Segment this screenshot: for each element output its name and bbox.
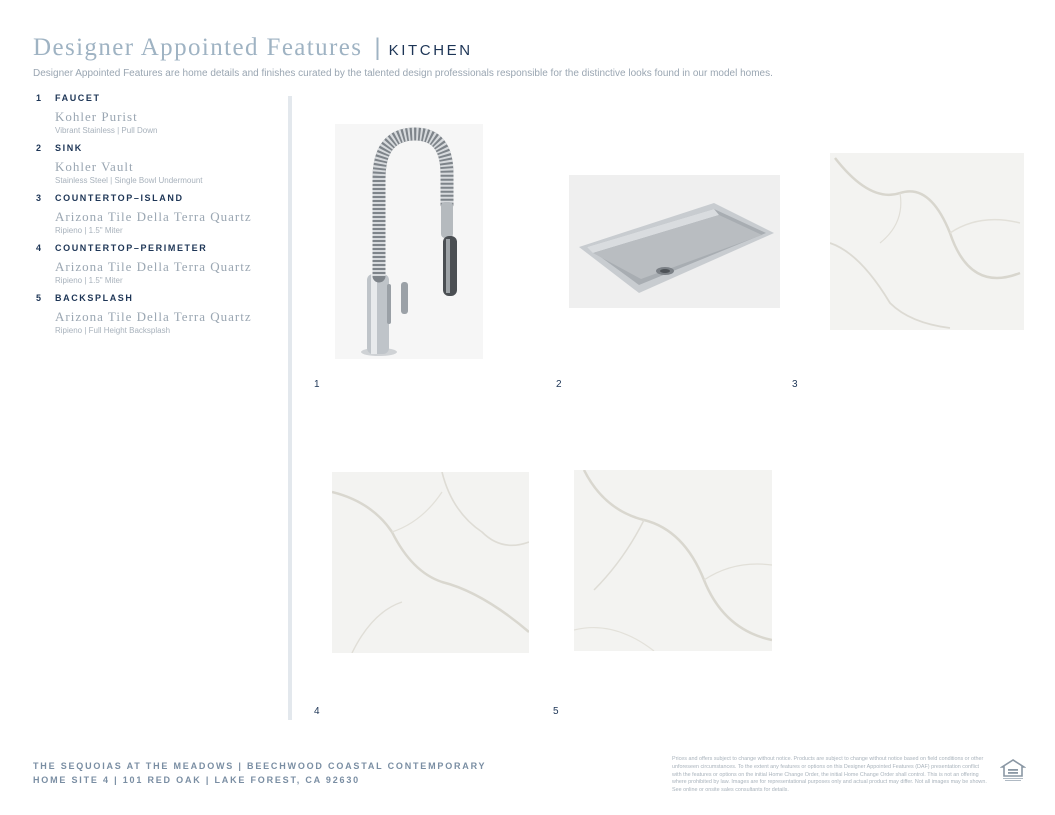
- feature-item: [36, 192, 281, 235]
- feature-heading: [36, 242, 281, 254]
- feature-detail: Vibrant Stainless | Pull Down: [55, 126, 158, 135]
- feature-heading: [36, 292, 281, 304]
- page-title: Designer Appointed Features: [33, 34, 363, 61]
- feature-category: FAUCET: [55, 93, 101, 103]
- feature-list: [36, 92, 281, 342]
- feature-product-name: Kohler Purist: [55, 109, 138, 124]
- quartz-texture: [574, 470, 772, 651]
- home-site-address: HOME SITE 4 | 101 RED OAK | LAKE FOREST, CA 92630: [33, 775, 360, 785]
- vertical-divider: [288, 96, 292, 720]
- feature-item: [36, 242, 281, 285]
- feature-detail: Stainless Steel | Single Bowl Undermount: [55, 176, 203, 185]
- image-number-1: 1: [314, 379, 320, 390]
- feature-heading: [36, 192, 281, 204]
- equal-housing-opportunity-icon: [1000, 758, 1026, 782]
- feature-number: 5: [36, 293, 43, 303]
- title-separator: |: [374, 34, 381, 61]
- image-number-5: 5: [553, 706, 559, 717]
- feature-detail: Ripieno | 1.5" Miter: [55, 226, 123, 235]
- faucet-image: [335, 124, 483, 359]
- backsplash-image: [574, 470, 772, 651]
- feature-item: [36, 92, 281, 135]
- feature-category: COUNTERTOP–ISLAND: [55, 193, 184, 203]
- sink-image: [569, 175, 780, 308]
- feature-heading: [36, 92, 281, 104]
- page-header: [33, 34, 1033, 79]
- feature-product-name: Arizona Tile Della Terra Quartz: [55, 209, 252, 224]
- image-number-4: 4: [314, 706, 320, 717]
- feature-product-name: Arizona Tile Della Terra Quartz: [55, 309, 252, 324]
- feature-product-name: Kohler Vault: [55, 159, 134, 174]
- feature-body: [36, 259, 281, 285]
- feature-heading: [36, 142, 281, 154]
- feature-item: [36, 142, 281, 185]
- room-name: KITCHEN: [388, 42, 473, 59]
- feature-number: 3: [36, 193, 43, 203]
- quartz-texture: [830, 153, 1024, 330]
- legal-disclaimer: Prices and offers subject to change without notice. Products are subject to change without notice based on field conditions or other unforeseen circumstances. To the extent any features or options on this Designer Appointed Features (DAF) presentation conflict with the features or options on the initial Home Change Order, the initial Home Change Order shall control. This is not an offering where prohibited by law. Images are for representational purposes only and actual product may differ. Not all images may be shown. See online or onsite sales consultants for details.: [672, 756, 987, 794]
- community-name: THE SEQUOIAS AT THE MEADOWS | BEECHWOOD COASTAL CONTEMPORARY: [33, 761, 487, 771]
- feature-number: 4: [36, 243, 43, 253]
- faucet-illustration: [335, 124, 483, 359]
- feature-category: COUNTERTOP–PERIMETER: [55, 243, 208, 253]
- sink-illustration: [569, 175, 780, 308]
- feature-item: [36, 292, 281, 335]
- feature-body: [36, 159, 281, 185]
- feature-detail: Ripieno | 1.5" Miter: [55, 276, 123, 285]
- image-number-2: 2: [556, 379, 562, 390]
- feature-number: 1: [36, 93, 43, 103]
- image-number-3: 3: [792, 379, 798, 390]
- feature-category: SINK: [55, 143, 83, 153]
- feature-body: [36, 109, 281, 135]
- feature-detail: Ripieno | Full Height Backsplash: [55, 326, 171, 335]
- quartz-texture: [332, 472, 529, 653]
- feature-category: BACKSPLASH: [55, 293, 134, 303]
- feature-product-name: Arizona Tile Della Terra Quartz: [55, 259, 252, 274]
- quartz-perimeter-image: [332, 472, 529, 653]
- feature-body: [36, 309, 281, 335]
- quartz-island-image: [830, 153, 1024, 330]
- feature-number: 2: [36, 143, 43, 153]
- feature-body: [36, 209, 281, 235]
- page-subtitle: Designer Appointed Features are home details and finishes curated by the talented design professionals responsible for the distinctive looks found in our model homes.: [33, 68, 773, 79]
- title-row: [33, 34, 1033, 62]
- community-info: [33, 759, 486, 787]
